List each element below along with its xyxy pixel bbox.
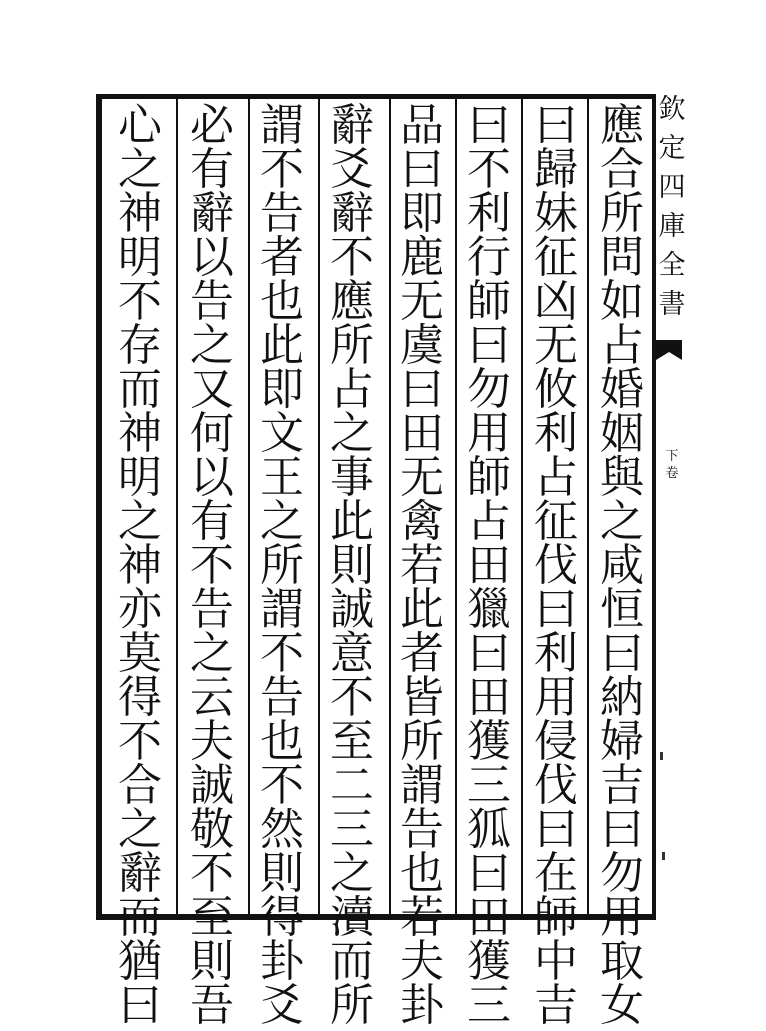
text-column-7 <box>182 100 242 1031</box>
character: 吉 <box>600 760 644 811</box>
character: 用 <box>534 672 578 723</box>
character: 之 <box>118 804 162 855</box>
character: 曰 <box>467 628 511 679</box>
character: 取 <box>600 936 644 987</box>
character: 不 <box>190 540 234 591</box>
character: 師 <box>467 276 511 327</box>
character: 瀆 <box>330 892 374 943</box>
character: 不 <box>467 144 511 195</box>
character: 者 <box>260 232 304 283</box>
margin-mark <box>660 752 663 760</box>
character: 用 <box>600 892 644 943</box>
character: 明 <box>118 452 162 503</box>
margin-mark <box>662 852 665 860</box>
character: 皆 <box>400 672 444 723</box>
character: 曰 <box>467 320 511 371</box>
character: 不 <box>118 276 162 327</box>
character: 神 <box>118 188 162 239</box>
character: 利 <box>534 628 578 679</box>
character: 此 <box>400 584 444 635</box>
character: 必 <box>190 100 234 151</box>
character: 二 <box>330 760 374 811</box>
character: 女 <box>600 980 644 1031</box>
character: 亦 <box>118 584 162 635</box>
character: 有 <box>190 496 234 547</box>
character: 至 <box>190 892 234 943</box>
character: 曰 <box>534 100 578 151</box>
character: 田 <box>400 408 444 459</box>
character: 事 <box>330 452 374 503</box>
character: 之 <box>260 496 304 547</box>
character: 三 <box>467 760 511 811</box>
character: 獲 <box>467 716 511 767</box>
character: 辭 <box>330 100 374 151</box>
character: 則 <box>190 936 234 987</box>
character: 吉 <box>534 980 578 1031</box>
character: 如 <box>600 276 644 327</box>
character: 不 <box>330 672 374 723</box>
character: 以 <box>190 452 234 503</box>
character: 凶 <box>534 276 578 327</box>
character: 以 <box>190 232 234 283</box>
character: 不 <box>260 628 304 679</box>
character: 文 <box>260 408 304 459</box>
text-column-4 <box>392 100 452 1031</box>
character: 若 <box>400 540 444 591</box>
character: 伐 <box>534 540 578 591</box>
character: 獵 <box>467 584 511 635</box>
character: 又 <box>190 364 234 415</box>
character: 納 <box>600 672 644 723</box>
character: 吾 <box>190 980 234 1031</box>
character: 歸 <box>534 144 578 195</box>
character: 无 <box>534 320 578 371</box>
character: 占 <box>330 364 374 415</box>
character: 所 <box>400 716 444 767</box>
character: 无 <box>400 452 444 503</box>
character: 辭 <box>190 188 234 239</box>
character: 若 <box>400 892 444 943</box>
character: 之 <box>118 144 162 195</box>
character: 卦 <box>260 936 304 987</box>
character: 也 <box>260 276 304 327</box>
text-column-2 <box>526 100 586 1031</box>
book-title-char: 定 <box>658 133 686 164</box>
character: 者 <box>400 628 444 679</box>
character: 告 <box>260 672 304 723</box>
character: 利 <box>534 408 578 459</box>
juan-label <box>664 450 680 480</box>
character: 曰 <box>400 144 444 195</box>
character: 不 <box>118 716 162 767</box>
character: 告 <box>190 276 234 327</box>
character: 卦 <box>400 980 444 1031</box>
fish-tail-mark <box>656 340 682 360</box>
character: 伐 <box>534 760 578 811</box>
character: 征 <box>534 496 578 547</box>
column-rule <box>389 97 391 917</box>
character: 明 <box>118 232 162 283</box>
character: 則 <box>330 540 374 591</box>
juan-char: 下 <box>665 449 679 464</box>
character: 曰 <box>467 848 511 899</box>
character: 中 <box>534 936 578 987</box>
column-rule <box>587 97 589 917</box>
character: 夫 <box>400 936 444 987</box>
character: 爻 <box>330 144 374 195</box>
character: 而 <box>330 936 374 987</box>
character: 妹 <box>534 188 578 239</box>
character: 侵 <box>534 716 578 767</box>
character: 辭 <box>118 848 162 899</box>
character: 得 <box>118 672 162 723</box>
character: 而 <box>118 364 162 415</box>
character: 曰 <box>534 584 578 635</box>
character: 也 <box>260 716 304 767</box>
character: 禽 <box>400 496 444 547</box>
character: 得 <box>260 892 304 943</box>
character: 曰 <box>600 628 644 679</box>
character: 行 <box>467 232 511 283</box>
character: 此 <box>330 496 374 547</box>
character: 不 <box>260 760 304 811</box>
character: 師 <box>467 452 511 503</box>
character: 神 <box>118 540 162 591</box>
character: 應 <box>600 100 644 151</box>
column-rule <box>318 97 320 917</box>
character: 婚 <box>600 364 644 415</box>
book-title-char: 四 <box>658 172 686 203</box>
character: 咸 <box>600 540 644 591</box>
character: 曰 <box>400 364 444 415</box>
character: 即 <box>260 364 304 415</box>
character: 辭 <box>330 188 374 239</box>
character: 之 <box>118 496 162 547</box>
character: 存 <box>118 320 162 371</box>
character: 勿 <box>600 848 644 899</box>
character: 敬 <box>190 804 234 855</box>
character: 獲 <box>467 936 511 987</box>
book-title-char: 庫 <box>658 211 686 242</box>
character: 謂 <box>400 760 444 811</box>
character: 攸 <box>534 364 578 415</box>
character: 之 <box>330 848 374 899</box>
text-column-3 <box>459 100 519 1031</box>
character: 告 <box>190 584 234 635</box>
character: 曰 <box>118 980 162 1031</box>
character: 夫 <box>190 716 234 767</box>
character: 曰 <box>467 100 511 151</box>
character: 問 <box>600 232 644 283</box>
character: 告 <box>260 188 304 239</box>
character: 田 <box>467 892 511 943</box>
character: 无 <box>400 276 444 327</box>
character: 曰 <box>534 804 578 855</box>
character: 則 <box>260 848 304 899</box>
character: 謂 <box>260 100 304 151</box>
character: 所 <box>600 188 644 239</box>
character: 三 <box>467 980 511 1031</box>
character: 至 <box>330 716 374 767</box>
character: 誠 <box>330 584 374 635</box>
character: 狐 <box>467 804 511 855</box>
character: 云 <box>190 672 234 723</box>
text-column-6 <box>252 100 312 1031</box>
character: 告 <box>400 804 444 855</box>
juan-char: 卷 <box>665 466 679 481</box>
character: 征 <box>534 232 578 283</box>
character: 意 <box>330 628 374 679</box>
column-rule <box>176 97 178 917</box>
character: 所 <box>330 980 374 1031</box>
character: 曰 <box>600 804 644 855</box>
character: 也 <box>400 848 444 899</box>
text-column-1 <box>592 100 652 1031</box>
book-title-char: 書 <box>658 289 686 320</box>
character: 三 <box>330 804 374 855</box>
character: 婦 <box>600 716 644 767</box>
character: 合 <box>118 760 162 811</box>
character: 不 <box>190 848 234 899</box>
book-title-char: 全 <box>658 250 686 281</box>
character: 應 <box>330 276 374 327</box>
character: 何 <box>190 408 234 459</box>
character: 之 <box>190 320 234 371</box>
character: 所 <box>260 540 304 591</box>
character: 合 <box>600 144 644 195</box>
character: 即 <box>400 188 444 239</box>
text-column-8 <box>110 100 170 1031</box>
column-rule <box>248 97 250 917</box>
character: 神 <box>118 408 162 459</box>
character: 之 <box>190 628 234 679</box>
character: 不 <box>330 232 374 283</box>
character: 所 <box>330 320 374 371</box>
character: 田 <box>467 672 511 723</box>
character: 虞 <box>400 320 444 371</box>
character: 此 <box>260 320 304 371</box>
column-rule <box>455 97 457 917</box>
character: 心 <box>118 100 162 151</box>
book-title-char: 欽 <box>658 94 686 125</box>
character: 利 <box>467 188 511 239</box>
character: 爻 <box>260 980 304 1031</box>
character: 然 <box>260 804 304 855</box>
character: 猶 <box>118 936 162 987</box>
character: 有 <box>190 144 234 195</box>
column-rule <box>521 97 523 917</box>
character: 之 <box>600 496 644 547</box>
book-title <box>655 96 689 318</box>
character: 王 <box>260 452 304 503</box>
character: 師 <box>534 892 578 943</box>
character: 之 <box>330 408 374 459</box>
character: 在 <box>534 848 578 899</box>
character: 與 <box>600 452 644 503</box>
character: 田 <box>467 540 511 591</box>
character: 姻 <box>600 408 644 459</box>
character: 占 <box>600 320 644 371</box>
character: 莫 <box>118 628 162 679</box>
character: 勿 <box>467 364 511 415</box>
character: 用 <box>467 408 511 459</box>
character: 誠 <box>190 760 234 811</box>
character: 不 <box>260 144 304 195</box>
character: 占 <box>534 452 578 503</box>
character: 恒 <box>600 584 644 635</box>
character: 品 <box>400 100 444 151</box>
character: 謂 <box>260 584 304 635</box>
character: 而 <box>118 892 162 943</box>
text-column-5 <box>322 100 382 1031</box>
character: 鹿 <box>400 232 444 283</box>
character: 占 <box>467 496 511 547</box>
